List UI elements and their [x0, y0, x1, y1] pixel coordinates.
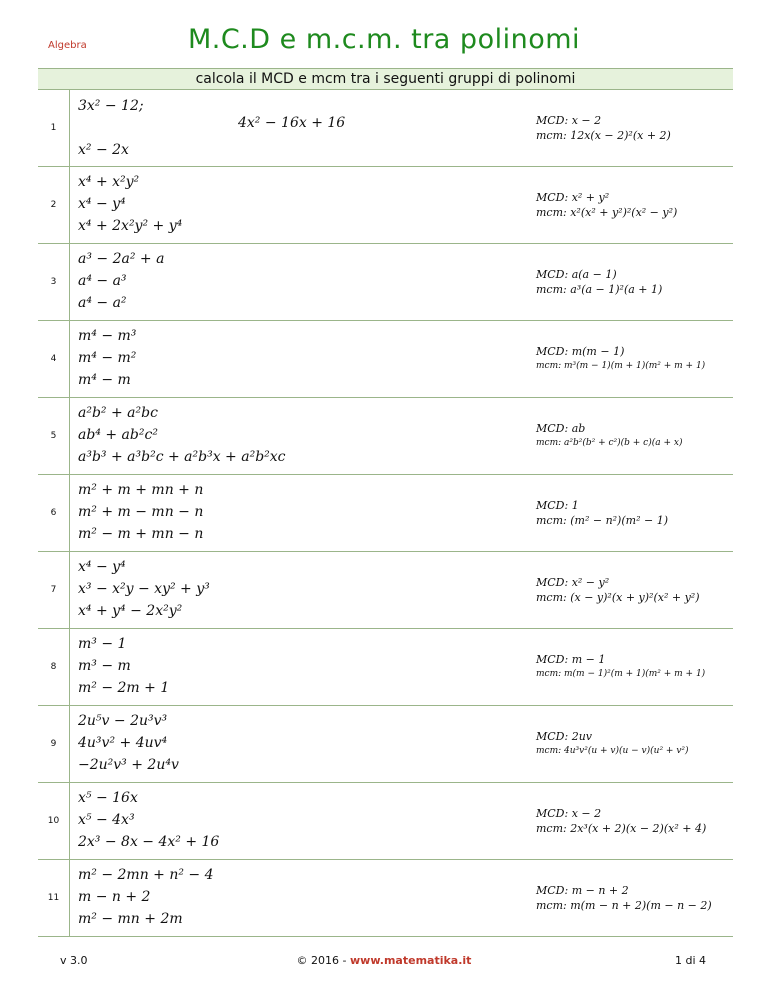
polynomial: x⁴ + 2x²y² + y⁴ — [78, 218, 183, 234]
row-number: 7 — [38, 552, 70, 628]
polynomial-group — [70, 706, 536, 782]
mcd-result: MCD: m − 1 — [536, 653, 606, 666]
mcm-result: mcm: m³(m − 1)(m + 1)(m² + m + 1) — [536, 361, 706, 371]
table-row — [38, 629, 733, 706]
mcm-result: mcm: (m² − n²)(m² − 1) — [536, 514, 668, 527]
row-number: 9 — [38, 706, 70, 782]
polynomial-group — [70, 629, 536, 705]
mcd-result: MCD: x² + y² — [536, 191, 610, 204]
mcm-result: mcm: a²b²(b² + c²)(b + c)(a + x) — [536, 438, 683, 448]
subject-label: Algebra — [48, 40, 87, 51]
result-cell — [536, 321, 733, 397]
polynomial: ab⁴ + ab²c² — [78, 427, 158, 443]
copyright-notice — [0, 954, 768, 967]
row-number: 4 — [38, 321, 70, 397]
result-cell — [536, 475, 733, 551]
polynomial: m² + m − mn − n — [78, 504, 204, 520]
polynomial: m³ − 1 — [78, 636, 127, 652]
polynomial-group — [70, 167, 536, 243]
polynomial: x² − 2x — [78, 142, 129, 158]
result-cell — [536, 244, 733, 320]
row-number: 1 — [38, 90, 70, 166]
mcm-result: mcm: 2x³(x + 2)(x − 2)(x² + 4) — [536, 822, 707, 835]
exercise-table — [38, 68, 733, 937]
polynomial: m² + m + mn + n — [78, 482, 204, 498]
polynomial: a²b² + a²bc — [78, 405, 158, 421]
mcd-result: MCD: x² − y² — [536, 576, 610, 589]
row-number: 11 — [38, 860, 70, 936]
table-row — [38, 475, 733, 552]
polynomial: m − n + 2 — [78, 889, 151, 905]
result-cell — [536, 552, 733, 628]
mcd-result: MCD: m − n + 2 — [536, 884, 629, 897]
mcm-result: mcm: (x − y)²(x + y)²(x² + y²) — [536, 591, 700, 604]
result-cell — [536, 629, 733, 705]
row-number: 5 — [38, 398, 70, 474]
row-number: 2 — [38, 167, 70, 243]
polynomial: 2x³ − 8x − 4x² + 16 — [78, 834, 220, 850]
table-row — [38, 552, 733, 629]
result-cell — [536, 167, 733, 243]
polynomial: m² − m + mn − n — [78, 526, 204, 542]
polynomial: x⁴ + x²y² — [78, 174, 140, 190]
polynomial: a⁴ − a² — [78, 295, 127, 311]
result-cell — [536, 90, 733, 166]
mcd-result: MCD: a(a − 1) — [536, 268, 617, 281]
polynomial: m⁴ − m² — [78, 350, 137, 366]
polynomial: x⁴ − y⁴ — [78, 559, 126, 575]
polynomial-group — [70, 475, 536, 551]
mcd-result: MCD: 2uv — [536, 730, 592, 743]
polynomial: m⁴ − m — [78, 372, 131, 388]
mcm-result: mcm: x²(x² + y²)²(x² − y²) — [536, 206, 678, 219]
result-cell — [536, 783, 733, 859]
polynomial: x⁵ − 4x³ — [78, 812, 135, 828]
polynomial: m³ − m — [78, 658, 131, 674]
polynomial: x⁵ − 16x — [78, 790, 138, 806]
polynomial: 3x² − 12; — [78, 98, 144, 114]
result-cell — [536, 398, 733, 474]
table-row — [38, 860, 733, 937]
polynomial: a³ − 2a² + a — [78, 251, 165, 267]
mcd-result: MCD: m(m − 1) — [536, 345, 625, 358]
mcd-result: MCD: x − 2 — [536, 114, 602, 127]
row-number: 10 — [38, 783, 70, 859]
polynomial-group — [70, 783, 536, 859]
mcm-result: mcm: 12x(x − 2)²(x + 2) — [536, 129, 671, 142]
table-row — [38, 244, 733, 321]
table-row — [38, 167, 733, 244]
polynomial: x⁴ + y⁴ − 2x²y² — [78, 603, 183, 619]
polynomial-group — [70, 90, 536, 166]
row-number: 6 — [38, 475, 70, 551]
polynomial: 4u³v² + 4uv⁴ — [78, 735, 168, 751]
polynomial-group — [70, 552, 536, 628]
row-number: 8 — [38, 629, 70, 705]
mcd-result: MCD: ab — [536, 422, 586, 435]
mcd-result: MCD: 1 — [536, 499, 579, 512]
page-title: M.C.D e m.c.m. tra polinomi — [187, 24, 581, 55]
table-row — [38, 321, 733, 398]
polynomial-group — [70, 244, 536, 320]
polynomial: a⁴ − a³ — [78, 273, 127, 289]
polynomial: −2u²v³ + 2u⁴v — [78, 757, 179, 773]
polynomial: x⁴ − y⁴ — [78, 196, 126, 212]
polynomial: m² − 2m + 1 — [78, 680, 170, 696]
row-number: 3 — [38, 244, 70, 320]
table-row — [38, 90, 733, 167]
table-row — [38, 783, 733, 860]
mcm-result: mcm: a³(a − 1)²(a + 1) — [536, 283, 663, 296]
page-number: 1 di 4 — [674, 954, 706, 967]
mcm-result: mcm: 4u³v²(u + v)(u − v)(u² + v²) — [536, 746, 689, 756]
site-link[interactable]: www.matematika.it — [350, 954, 472, 967]
table-instruction: calcola il MCD e mcm tra i seguenti gruppi di polinomi — [38, 68, 733, 90]
polynomial: a³b³ + a³b²c + a²b³x + a²b²xc — [78, 449, 286, 465]
copyright-text: © 2016 - — [296, 954, 350, 967]
result-cell — [536, 860, 733, 936]
polynomial: m⁴ − m³ — [78, 328, 137, 344]
polynomial-group — [70, 860, 536, 936]
mcd-result: MCD: x − 2 — [536, 807, 602, 820]
mcm-result: mcm: m(m − n + 2)(m − n − 2) — [536, 899, 712, 912]
table-row — [38, 398, 733, 475]
polynomial-group — [70, 321, 536, 397]
polynomial: 4x² − 16x + 16 — [238, 115, 346, 131]
table-row — [38, 706, 733, 783]
polynomial: x³ − x²y − xy² + y³ — [78, 581, 210, 597]
result-cell — [536, 706, 733, 782]
version-label: v 3.0 — [60, 954, 88, 967]
mcm-result: mcm: m(m − 1)²(m + 1)(m² + m + 1) — [536, 669, 706, 679]
polynomial: 2u⁵v − 2u³v³ — [78, 713, 168, 729]
polynomial: m² − mn + 2m — [78, 911, 183, 927]
polynomial: m² − 2mn + n² − 4 — [78, 867, 214, 883]
polynomial-group — [70, 398, 536, 474]
